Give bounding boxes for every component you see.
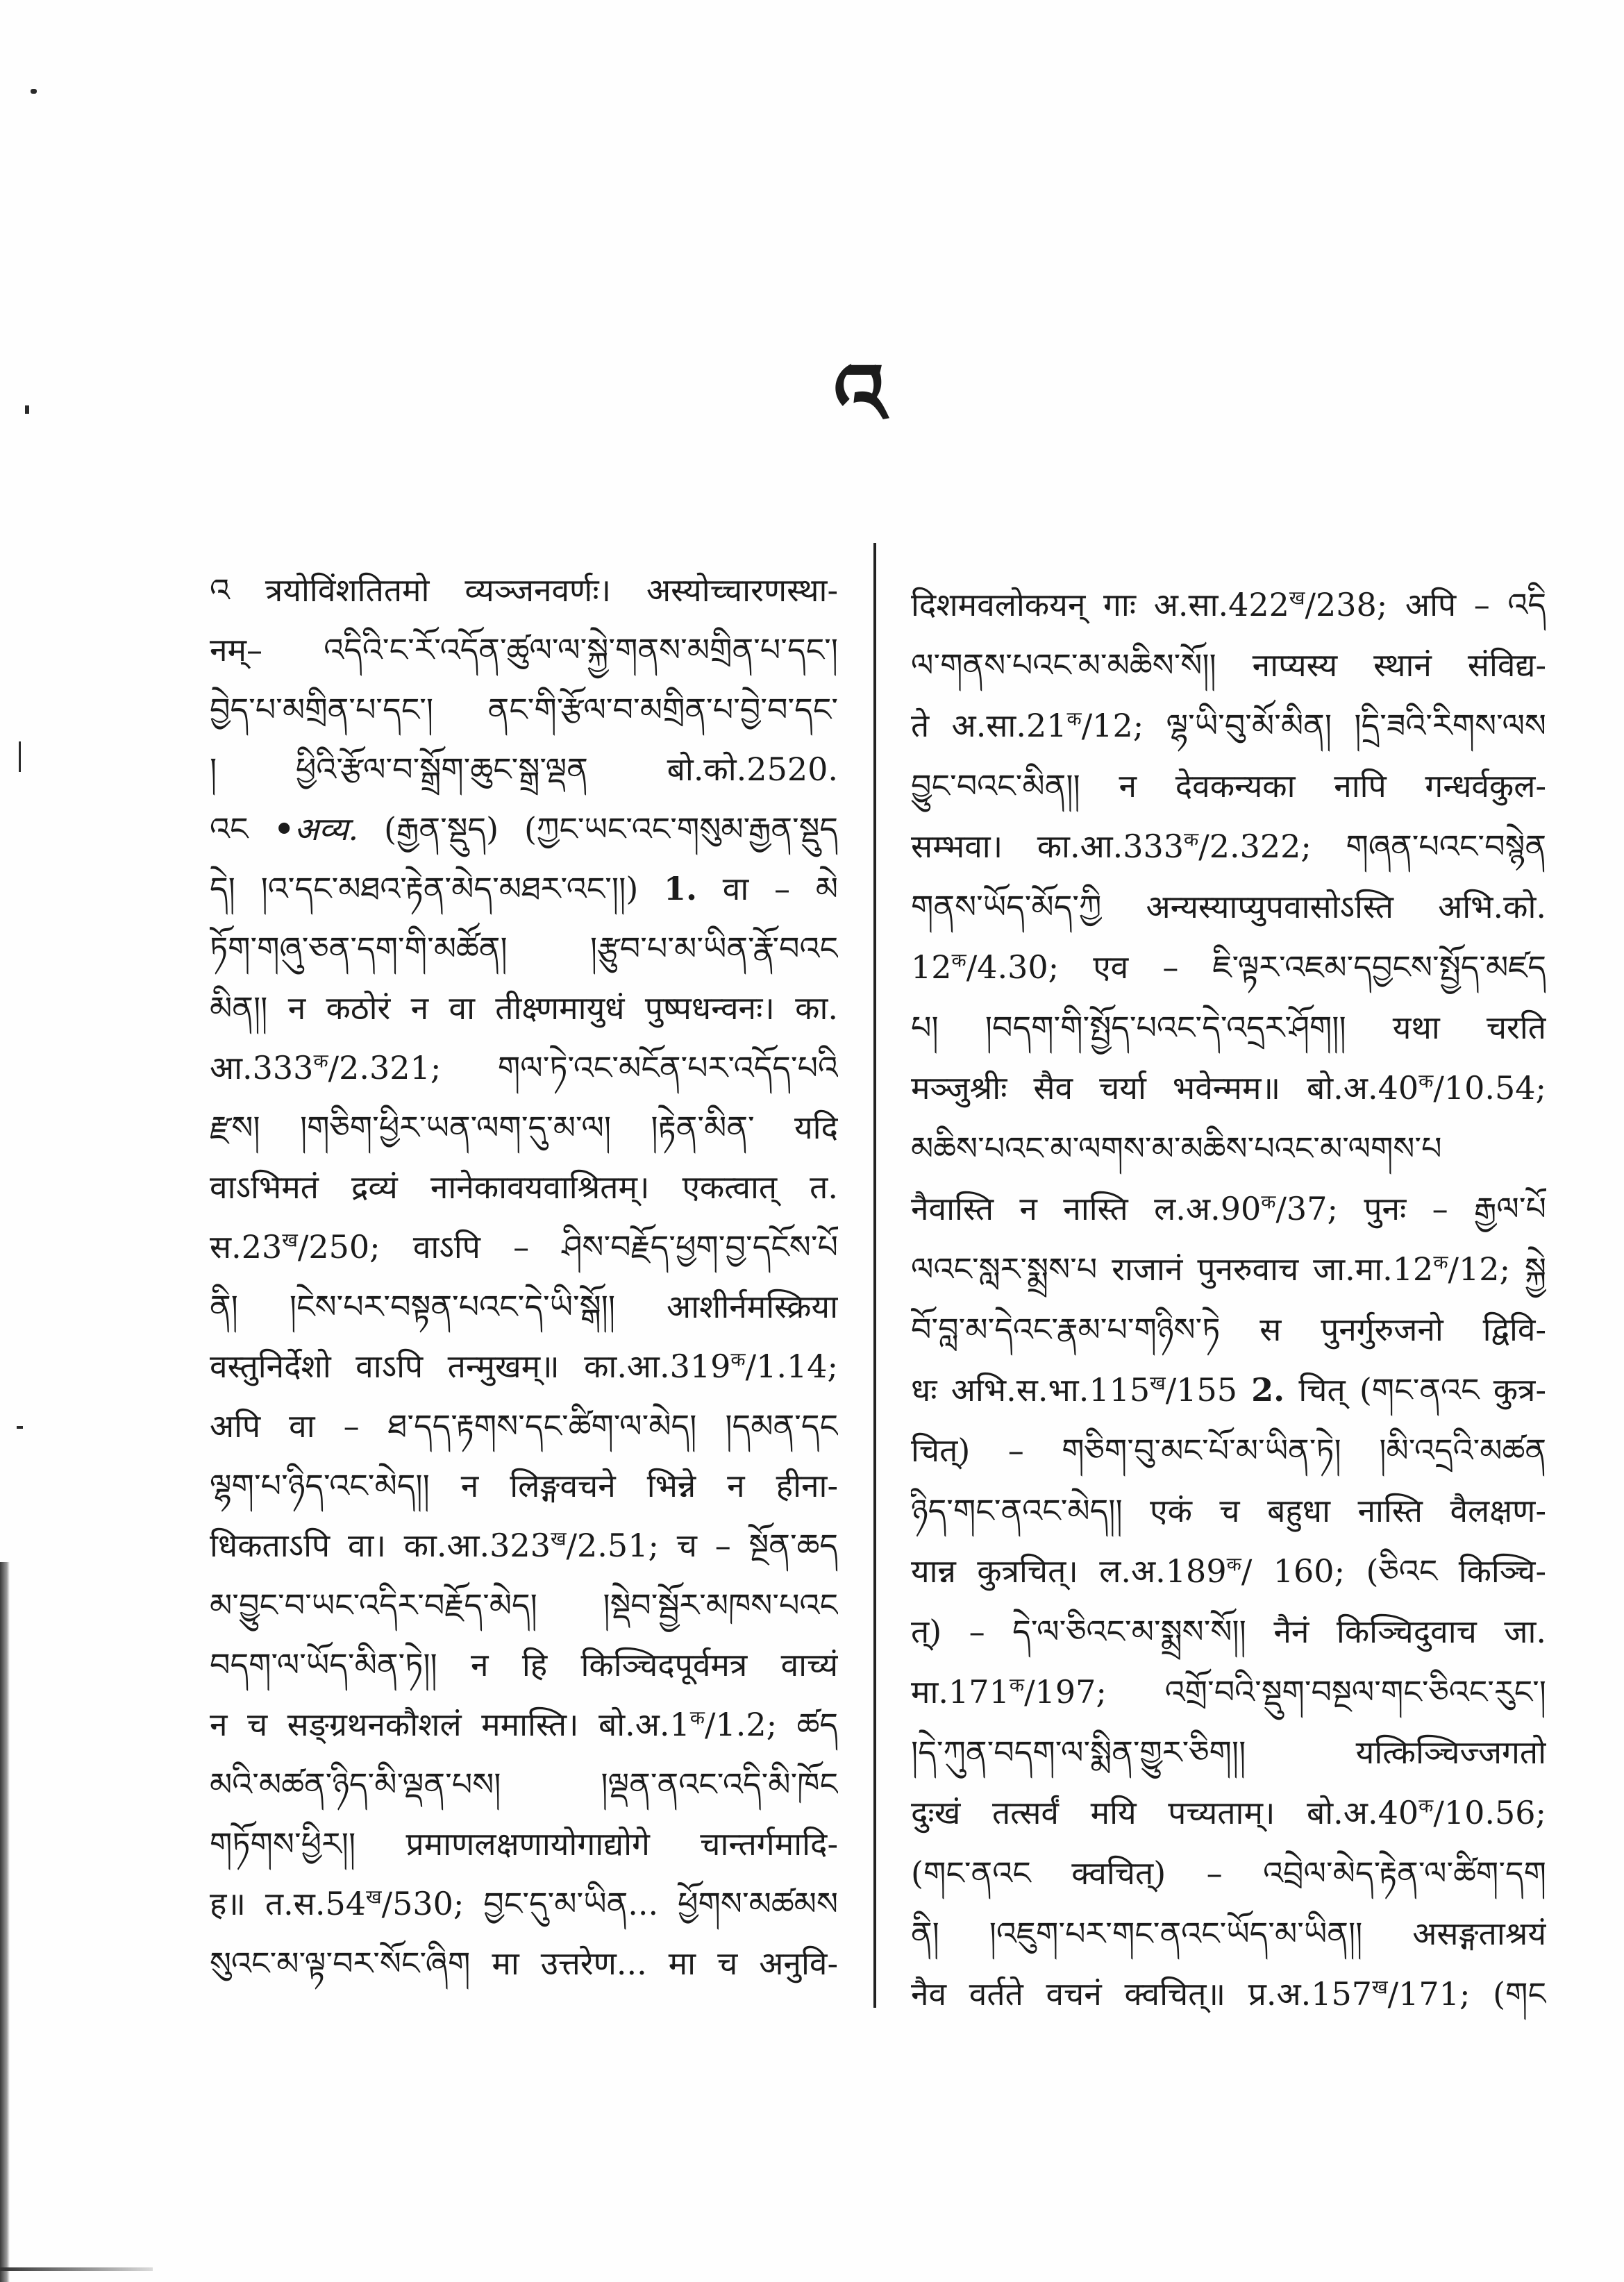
text-line xyxy=(911,696,1546,756)
line-text: मा.171 xyxy=(911,1673,1010,1711)
text-line xyxy=(210,1157,838,1217)
superscript-marker: क xyxy=(689,1706,705,1729)
line-text: གནས་ཡོད་མོད་ཀྱི अन्यस्याप्युपवासोऽस्ति अभि.को. xyxy=(911,888,1546,925)
line-text: /155 xyxy=(1165,1371,1252,1409)
superscript-marker: क xyxy=(1226,1552,1241,1576)
text-line xyxy=(210,1038,838,1098)
text-line xyxy=(911,1722,1546,1783)
line-text: /250; वाऽपि – ཤིས་བརྗོད་ཕྱག་བྱ་དངོས་པོ xyxy=(297,1228,838,1266)
line-text: / 160; (ཅིའང किञ्चि- xyxy=(1241,1552,1546,1590)
line-text: चित् (གང་ནའང कुत्र- xyxy=(1284,1371,1546,1409)
bold-text: 1. xyxy=(664,870,698,907)
text-line xyxy=(210,799,838,859)
superscript-marker: क xyxy=(1433,1250,1448,1274)
line-text: (རྒྱན་སྡུད) (ཀྱང་ཡང་འང་གསུམ་རྒྱན་སྡུད xyxy=(358,810,838,848)
superscript-marker: क xyxy=(951,948,966,972)
text-line xyxy=(911,1541,1546,1602)
scan-edge-shadow xyxy=(0,1562,10,2282)
line-text: །དེ་ཀུན་བདག་ལ་སྨིན་གྱུར་ཅིག།། यत्किञ्चिज्जगतो xyxy=(911,1734,1546,1771)
line-text: वाऽभिमतं द्रव्यं नानेकावयवाश्रितम्। एकत्वात् त. xyxy=(210,1168,838,1206)
line-text: བོ་བླ་མ་དེའང་རྣམ་པ་གཉིས་ཏེ स पुनर्गुरुजनो द्विवि- xyxy=(911,1311,1546,1348)
scan-edge-line xyxy=(0,2267,153,2271)
superscript-marker: ख xyxy=(1150,1371,1166,1395)
line-text: नम्– འདིའི་ང་རོ་འདོན་ཚུལ་ལ་སྐྱེ་གནས་མགྲིན་པ་དང་། xyxy=(210,631,838,669)
text-line xyxy=(210,1396,838,1456)
line-text: आ.333 xyxy=(210,1049,314,1087)
text-line xyxy=(911,1662,1546,1722)
text-line xyxy=(911,1481,1546,1541)
line-text: 12 xyxy=(911,948,952,986)
text-line xyxy=(210,1098,838,1157)
text-line xyxy=(210,1695,838,1754)
text-line xyxy=(911,998,1546,1058)
line-text: धिकताऽपि वा। का.आ.323 xyxy=(210,1527,551,1564)
line-text: /12; སྐྱེ xyxy=(1448,1250,1546,1288)
text-line xyxy=(911,1360,1546,1420)
text-line xyxy=(911,575,1546,635)
text-line xyxy=(210,1217,838,1277)
line-text: /2.51; च – སྔོན་ཆད xyxy=(566,1527,838,1564)
text-line xyxy=(210,1635,838,1695)
line-text: सम्भवा। का.आ.333 xyxy=(911,828,1184,865)
line-text: /1.14; xyxy=(745,1348,838,1385)
line-text: /10.56; xyxy=(1433,1794,1546,1831)
line-text: ། ཕྱིའི་རྩོལ་བ་སྒྲོག་ཆུང་སྒྲ་ལྡན बो.को.2520. xyxy=(210,750,838,788)
line-text: दिशमवलोकयन् गाः अ.सा.422 xyxy=(911,586,1289,623)
line-text: ལའང་སླར་སྨྲས་པ राजानं पुनरुवाच जा.मा.12 xyxy=(911,1250,1434,1288)
text-line xyxy=(210,1456,838,1516)
line-text: धः अभि.स.भा.115 xyxy=(911,1371,1150,1409)
scan-speck xyxy=(25,405,29,414)
superscript-marker: क xyxy=(1184,828,1199,851)
line-text: वा – མེ xyxy=(697,870,838,907)
line-text: མ་བྱུང་བ་ཡང་འདིར་བརྗོད་མེད། །སྡེབ་སྦྱོར་མཁས་པའང xyxy=(210,1586,838,1624)
line-text: /171; (གང xyxy=(1387,1975,1546,2013)
line-text: अपि वा – ཐ་དད་རྟགས་དང་ཚིག་ལ་མེད། །དམན་དང xyxy=(210,1407,838,1445)
superscript-marker: ख xyxy=(282,1228,298,1252)
text-line xyxy=(911,1783,1546,1843)
text-line xyxy=(210,1874,838,1933)
text-line xyxy=(911,1239,1546,1300)
line-text: ཏོག་གཞུ་ཅན་དག་གི་མཚོན། །རྩུབ་པ་མ་ཡིན་རྣོ་བའང xyxy=(210,930,838,967)
superscript-marker: क xyxy=(313,1049,328,1073)
text-line xyxy=(911,1179,1546,1239)
line-text: चित्) – གཅིག་བུ་མང་པོ་མ་ཡིན་ཏེ། །མི་འདྲའི་མཚན xyxy=(911,1432,1546,1469)
text-line xyxy=(911,1118,1546,1179)
line-text: དེ། །འ་དང་མཐའ་རྟེན་མེད་མཐར་འང་།།) xyxy=(210,870,664,907)
text-line xyxy=(210,978,838,1038)
line-text: नैवास्ति न नास्ति ल.अ.90 xyxy=(911,1190,1262,1227)
line-text: दुःखं तत्सर्वं मयि पच्यताम्। बो.अ.40 xyxy=(911,1794,1419,1831)
line-text: བདག་ལ་ཡོད་མིན་ཏེ།། न हि किञ्चिदपूर्वमत्र वाच्यं xyxy=(210,1646,838,1684)
superscript-marker: क xyxy=(1418,1794,1434,1818)
line-text: ནི། །འཇུག་པར་གང་ནའང་ཡོད་མ་ཡིན།། असङ्गताश्रयं xyxy=(911,1915,1546,1952)
bold-text: 2. xyxy=(1251,1371,1285,1409)
scan-speck xyxy=(31,89,37,94)
line-text: /2.321; གལ་ཏེ་འང་མངོན་པར་འདོད་པའི xyxy=(328,1049,838,1087)
line-text: ཉིད་གང་ནའང་མེད།། एकं च बहुधा नास्ति वैलक्षण- xyxy=(911,1492,1546,1529)
line-text: རྫས། །གཅིག་ཕྱིར་ཡན་ལག་དུ་མ་ལ། །རྟེན་མིན་ यदि xyxy=(210,1109,838,1146)
superscript-marker: क xyxy=(1009,1673,1025,1697)
line-text: /10.54; xyxy=(1433,1069,1546,1107)
line-text: स.23 xyxy=(210,1228,283,1266)
text-line xyxy=(210,859,838,918)
line-text: པ། །བདག་གི་སྤྱོད་པའང་དེ་འདྲར་ཤོག།། यथा चरति xyxy=(911,1009,1546,1046)
text-line xyxy=(911,1420,1546,1481)
line-text: /238; अपि – འདི xyxy=(1305,586,1546,623)
text-line xyxy=(911,1904,1546,1964)
superscript-marker: क xyxy=(1261,1190,1276,1214)
text-line xyxy=(210,1575,838,1635)
line-text: སུའང་མ་ལྟ་བར་སོང་ཞིག मा उत्तरेण... मा च अनुवि- xyxy=(210,1945,838,1982)
line-text: /2.322; གཞན་པའང་བསྙེན xyxy=(1198,828,1546,865)
text-line xyxy=(210,560,838,620)
line-text: ह॥ त.स.54 xyxy=(210,1885,366,1922)
superscript-marker: क xyxy=(730,1348,746,1371)
text-line xyxy=(911,816,1546,877)
text-line xyxy=(911,937,1546,998)
text-line xyxy=(210,1336,838,1396)
line-text: བྱུང་བའང་མིན།། न देवकन्यका नापि गन्धर्वकुल- xyxy=(911,767,1546,805)
line-text: ལ་གནས་པའང་མ་མཆིས་སོ།། नाप्यस्य स्थानं संविद्य- xyxy=(911,646,1546,684)
line-text: མའི་མཚན་ཉིད་མི་ལྡན་པས། །ལྡན་ནའང་འདི་མི་ཁོང xyxy=(210,1765,838,1803)
line-text: འང xyxy=(210,810,274,848)
text-line xyxy=(210,1933,838,1993)
text-line xyxy=(210,680,838,739)
superscript-marker: ख xyxy=(366,1885,382,1908)
line-text: ནི། །ངེས་པར་བསྟན་པའང་དེ་ཡི་སྒོ།། आशीर्नमस्क्रिया xyxy=(210,1288,838,1325)
text-line xyxy=(210,739,838,799)
text-line xyxy=(210,918,838,978)
line-text: /530; བྱང་དུ་མ་ཡིན... ཕྱོགས་མཚམས xyxy=(381,1885,838,1922)
line-text: /1.2; ཚད xyxy=(704,1706,838,1743)
column-divider xyxy=(873,543,876,2008)
line-text: མིན།། न कठोरं न वा तीक्ष्णमायुधं पुष्पधन्वनः। का. xyxy=(210,989,838,1027)
text-line xyxy=(911,1602,1546,1662)
line-text: न च सङ्ग्रथनकौशलं ममास्ति। बो.अ.1 xyxy=(210,1706,690,1743)
text-line xyxy=(911,1300,1546,1360)
line-text: ལྷག་པ་ཉིད་འང་མེད།། न लिङ्गवचने भिन्ने न हीना- xyxy=(210,1467,838,1504)
line-text: यान्न कुत्रचित्। ल.अ.189 xyxy=(911,1552,1227,1590)
line-text: /12; ལྷ་ཡི་བུ་མོ་མིན། །དྲི་ཟའི་རིགས་ལས xyxy=(1081,707,1546,744)
line-text: वस्तुनिर्देशो वाऽपि तन्मुखम्॥ का.आ.319 xyxy=(210,1348,731,1385)
line-text: मञ्जुश्रीः सैव चर्या भवेन्मम॥ बो.अ.40 xyxy=(911,1069,1419,1107)
line-text: त्) – དེ་ལ་ཅིའང་མ་སྨྲས་སོ།། नैनं किञ्चिदुवाच जा. xyxy=(911,1613,1546,1650)
line-text: ते अ.सा.21 xyxy=(911,707,1067,744)
text-line xyxy=(911,1058,1546,1118)
superscript-marker: क xyxy=(1066,707,1082,730)
italic-text: अव्य. xyxy=(294,810,359,848)
text-line xyxy=(911,1964,1546,2024)
text-line xyxy=(911,1843,1546,1904)
text-line xyxy=(210,1277,838,1336)
text-line xyxy=(911,756,1546,816)
bold-text: • xyxy=(274,810,294,848)
line-text: གཏོགས་ཕྱིར།། प्रमाणलक्षणायोगाद्योगे चान्तर्गमादि- xyxy=(210,1825,838,1863)
line-text: (གང་ནའང क्वचित्) – འབྲེལ་མེད་རྟེན་ལ་ཚིག་དག xyxy=(911,1854,1546,1892)
text-line xyxy=(210,620,838,680)
left-text-column xyxy=(210,560,838,1993)
superscript-marker: ख xyxy=(1289,586,1305,610)
text-line xyxy=(210,1814,838,1874)
line-text: नैव वर्तते वचनं क्वचित्॥ प्र.अ.157 xyxy=(911,1975,1373,2013)
line-text: /4.30; एव – ཇི་ལྟར་འཇམ་དབྱངས་སྤྱོད་མཛད xyxy=(966,948,1546,986)
superscript-marker: ख xyxy=(550,1527,567,1550)
text-line xyxy=(911,877,1546,937)
scan-speck xyxy=(17,1426,23,1429)
line-text: བྱེད་པ་མགྲིན་པ་དང་། ནང་གི་རྩོལ་བ་མགྲིན་པ་བྱེ་བ་དང་ xyxy=(210,691,838,728)
line-text: /37; पुनः – རྒྱལ་པོ xyxy=(1275,1190,1546,1227)
scan-speck xyxy=(19,741,21,772)
section-letter-heading: འ xyxy=(833,345,886,443)
text-line xyxy=(210,1516,838,1575)
text-line xyxy=(911,635,1546,696)
line-text: མཆིས་པའང་མ་ལགས་མ་མཆིས་པའང་མ་ལགས་པ xyxy=(911,1130,1442,1167)
text-line xyxy=(210,1754,838,1814)
right-text-column xyxy=(911,575,1546,2024)
superscript-marker: ख xyxy=(1372,1975,1388,1999)
line-text: འ त्रयोविंशतितमो व्यञ्जनवर्णः। अस्योच्चारणस्था- xyxy=(210,571,838,609)
line-text: /197; འགྲོ་བའི་སྡུག་བསྔལ་གང་ཅིའང་རུང་། xyxy=(1024,1673,1546,1711)
superscript-marker: क xyxy=(1418,1069,1434,1093)
